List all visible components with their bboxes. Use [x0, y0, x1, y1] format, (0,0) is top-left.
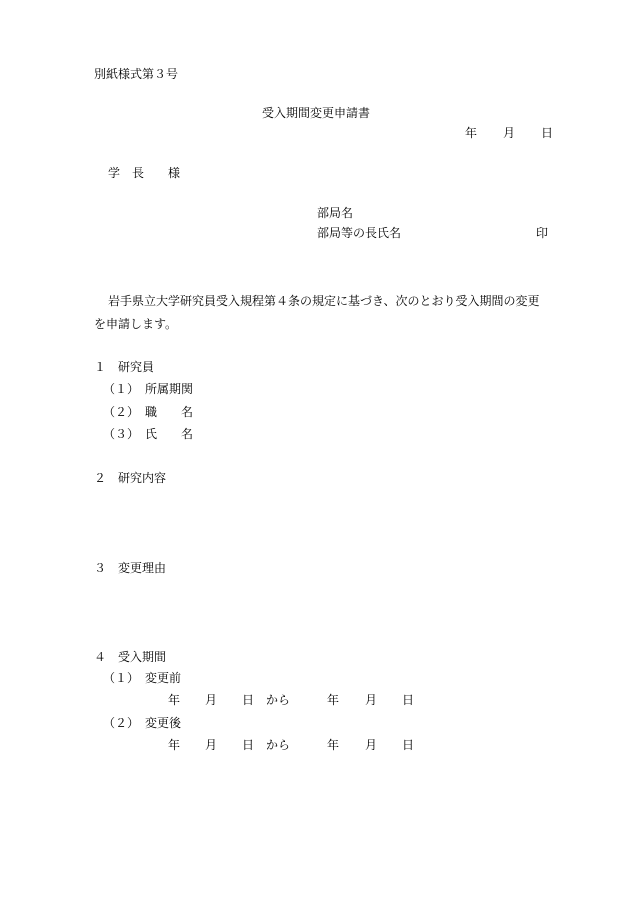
applicant-head: 部局等の長氏名: [317, 226, 402, 240]
applicant-dept: 部局名: [317, 206, 354, 220]
before-month-2: 月: [365, 693, 378, 707]
after-day: 日: [242, 738, 255, 752]
section-1-title: １ 研究員: [94, 360, 155, 374]
section-4-after: （２） 変更後: [103, 716, 182, 730]
date-day: 日: [541, 126, 554, 140]
section-1-item-1: （１） 所属期関: [103, 382, 194, 396]
section-1-item-3: （３） 氏 名: [103, 427, 194, 441]
after-month: 月: [205, 738, 218, 752]
addressee: 学 長 様: [108, 166, 181, 180]
before-year-2: 年: [327, 693, 340, 707]
seal-mark: 印: [536, 226, 549, 240]
body-line-2: を申請します。: [94, 317, 178, 331]
body-line-1: 岩手県立大学研究員受入規程第４条の規定に基づき、次のとおり受入期間の変更: [108, 294, 540, 308]
form-id: 別紙様式第３号: [94, 67, 179, 81]
section-4-before: （１） 変更前: [103, 671, 182, 685]
date-month: 月: [503, 126, 516, 140]
section-3-title: ３ 変更理由: [94, 561, 167, 575]
before-day-2: 日: [402, 693, 415, 707]
before-day: 日: [242, 693, 255, 707]
before-year: 年: [168, 693, 181, 707]
before-from: から: [266, 693, 291, 707]
page-title: 受入期間変更申請書: [262, 106, 371, 120]
after-month-2: 月: [365, 738, 378, 752]
after-year: 年: [168, 738, 181, 752]
date-year: 年: [465, 126, 478, 140]
after-from: から: [266, 738, 291, 752]
section-1-item-2: （２） 職 名: [103, 405, 194, 419]
section-4-title: ４ 受入期間: [94, 650, 167, 664]
after-year-2: 年: [327, 738, 340, 752]
before-month: 月: [205, 693, 218, 707]
section-2-title: ２ 研究内容: [94, 471, 167, 485]
after-day-2: 日: [402, 738, 415, 752]
